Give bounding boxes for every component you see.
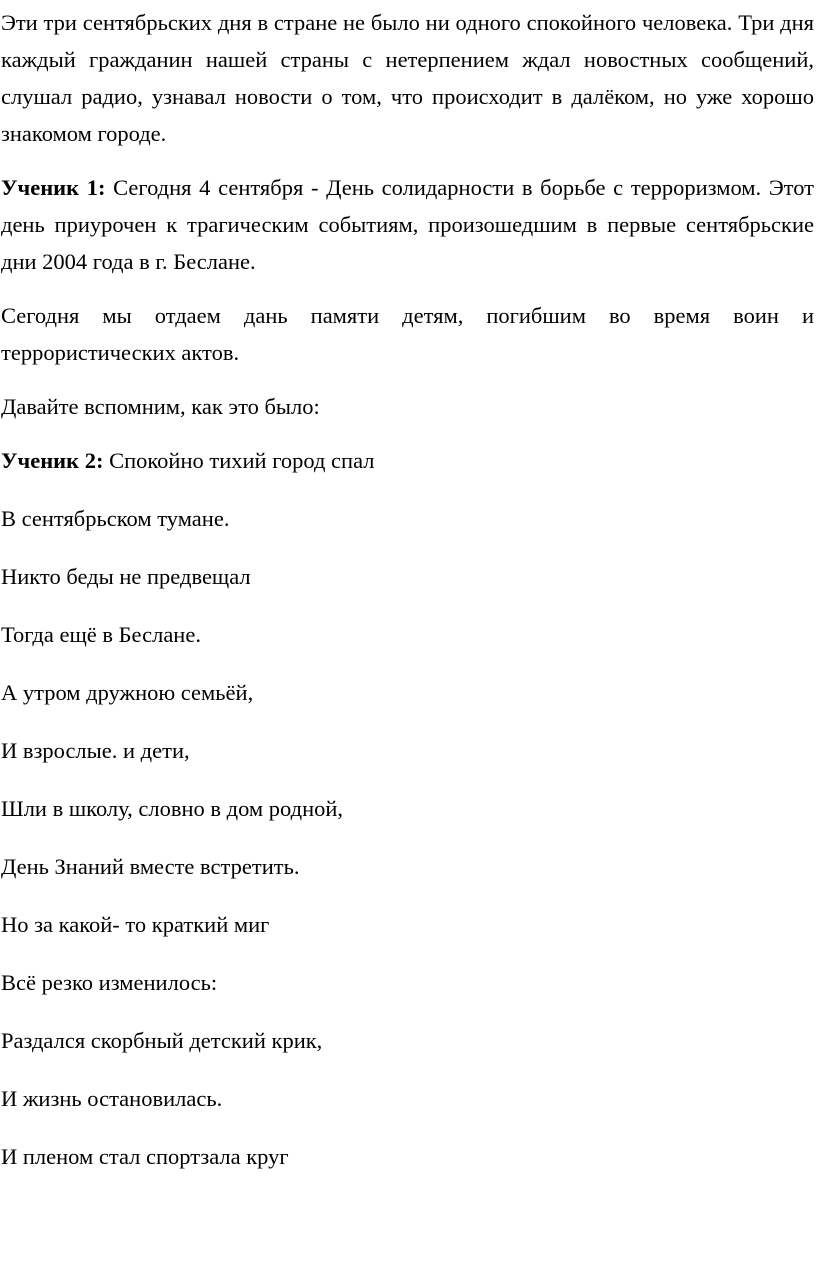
student-1-label: Ученик 1: (1, 175, 106, 200)
poem-line: Раздался скорбный детский крик, (1, 1028, 323, 1053)
poem-line: Всё резко изменилось: (1, 970, 218, 995)
poem-line: И пленом стал спортзала круг (1, 1144, 289, 1169)
poem-line: В сентябрьском тумане. (1, 506, 230, 531)
student-1-text: Сегодня 4 сентября - День солидарности в борьбе с терроризмом. Этот день приурочен к трагическим событиям, произошедшим в первые сентябрьские дни 2004 года в г. Беслане. (1, 175, 815, 274)
student-2-paragraph (1, 442, 814, 500)
poem-line: День Знаний вместе встретить. (1, 854, 300, 879)
intro-paragraph: Эти три сентябрьских дня в стране не было ни одного спокойного человека. Три дня каждый гражданин нашей страны с нетерпением ждал новостных сообщений, слушал радио, узнавал новости о том, что происходит в далёком, но уже хорошо знакомом городе. (1, 10, 814, 146)
poem-line: А утром дружною семьёй, (1, 680, 254, 705)
remember-paragraph: Давайте вспомним, как это было: (1, 394, 320, 419)
poem-line: Шли в школу, словно в дом родной, (1, 796, 344, 821)
poem-line: Тогда ещё в Беслане. (1, 622, 201, 647)
poem-line: И жизнь остановилась. (1, 1086, 223, 1111)
poem-line: Никто беды не предвещал (1, 564, 251, 589)
student-1-paragraph (1, 169, 814, 280)
poem-line: Но за какой- то краткий миг (1, 912, 270, 937)
memory-paragraph: Сегодня мы отдаем дань памяти детям, погибшим во время воин и террористических актов. (1, 303, 814, 365)
student-2-text: Спокойно тихий город спал (103, 448, 375, 473)
poem-line: И взрослые. и дети, (1, 738, 190, 763)
student-2-label: Ученик 2: (1, 448, 104, 473)
